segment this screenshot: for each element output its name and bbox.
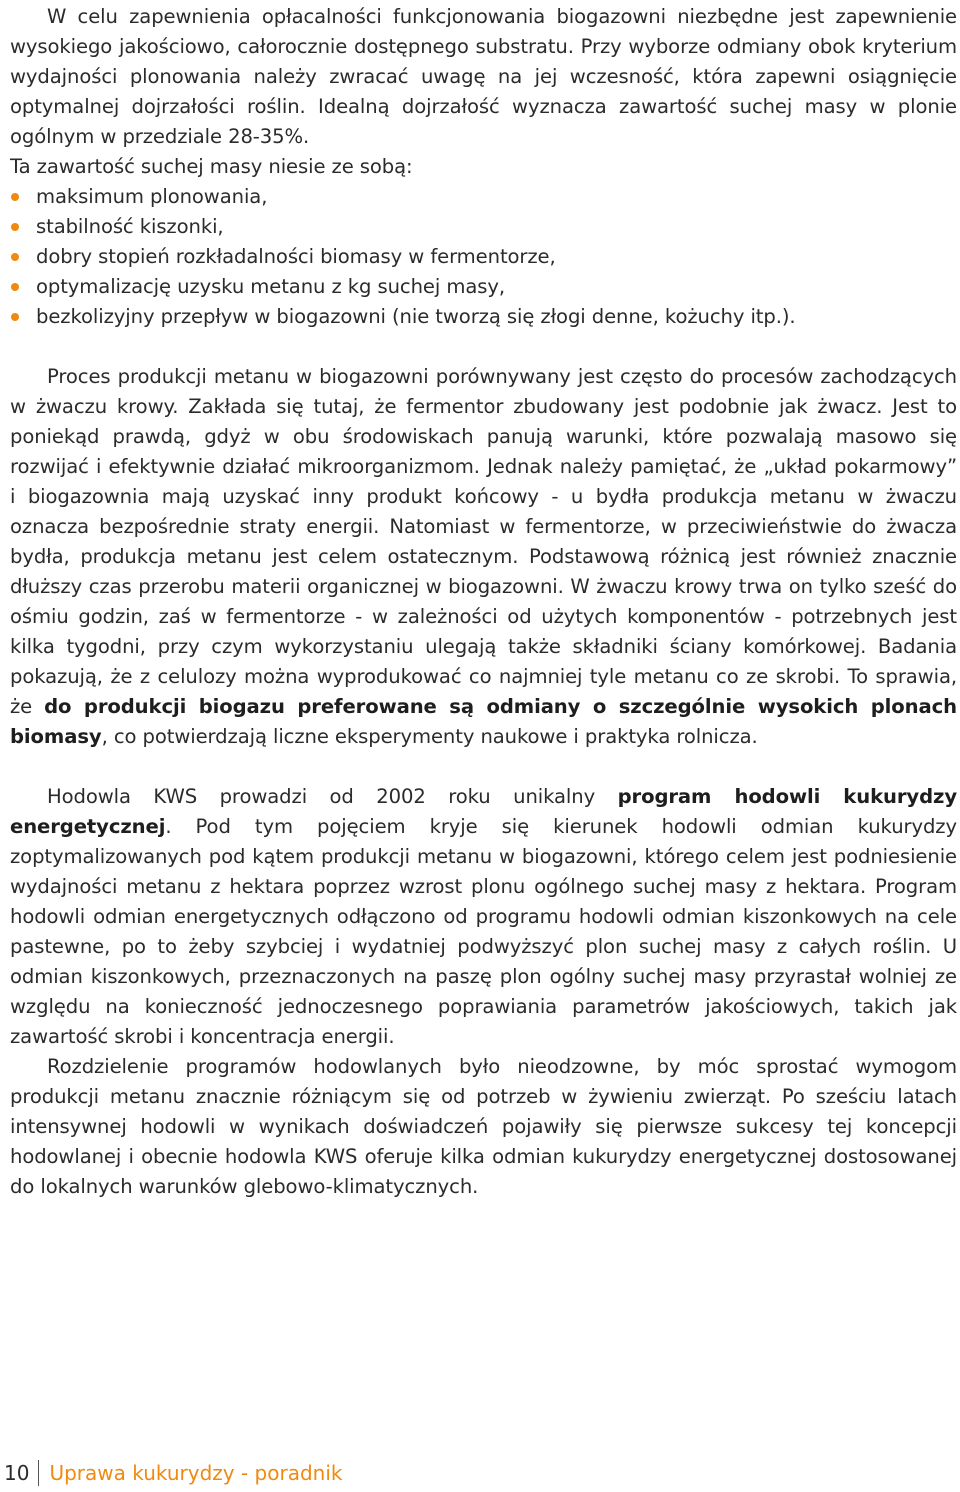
list-item — [10, 242, 957, 272]
footer-divider — [38, 1460, 39, 1486]
list-item — [10, 212, 957, 242]
list-item — [10, 272, 957, 302]
benefits-list — [10, 182, 957, 332]
bullet-dot-icon — [11, 283, 19, 291]
kws-emphasis: program hodowli kukurydzy energetycznej — [10, 785, 957, 838]
list-item-text: optymalizację uzysku metanu z kg suchej masy, — [36, 275, 505, 298]
list-item — [10, 302, 957, 332]
page-number: 10 — [4, 1461, 30, 1485]
bullet-dot-icon — [11, 223, 19, 231]
kws-paragraph — [10, 782, 957, 1052]
list-lead: Ta zawartość suchej masy niesie ze sobą: — [10, 155, 413, 178]
document-page — [10, 0, 957, 1202]
process-paragraph — [10, 362, 957, 752]
process-text-end: , co potwierdzają liczne eksperymenty naukowe i praktyka rolnicza. — [101, 725, 758, 748]
list-item-text: dobry stopień rozkładalności biomasy w fermentorze, — [36, 245, 556, 268]
intro-paragraph: W celu zapewnienia opłacalności funkcjonowania biogazowni niezbędne jest zapewnienie wysokiego jakościowo, całorocznie dostępnego substratu. Przy wyborze odmiany obok kryterium wydajności plonowania należy zwracać uwagę na jej wczesność, która zapewni osiągnięcie optymalnej dojrzałości roślin. Idealną dojrzałość wyznacza zawartość suchej masy w plonie ogólnym w przedziale 28-35%. — [10, 5, 957, 148]
list-item-text: maksimum plonowania, — [36, 185, 268, 208]
separation-paragraph: Rozdzielenie programów hodowlanych było nieodzowne, by móc sprostać wymogom produkcji metanu znacznie różniącym się od potrzeb w żywieniu zwierząt. Po sześciu latach intensywnej hodowli w wynikach doświadczeń pojawiły się pierwsze sukcesy tej koncepcji hodowlanej i obecnie hodowla KWS oferuje kilka odmian kukurydzy energetycznej dostosowanej do lokalnych warunków glebowo-klimatycznych. — [10, 1055, 957, 1198]
process-text: Proces produkcji metanu w biogazowni porównywany jest często do procesów zachodzących w żwaczu krowy. Zakłada się tutaj, że fermentor zbudowany jest podobnie jak żwacz. Jest to poniekąd prawdą, gdyż w obu środowiskach panują warunki, które pozwalają masowo się rozwijać i efektywnie działać mikroorganizmom. Jednak należy pamiętać, że „układ pokarmowy” i biogazownia mają uzyskać inny produkt końcowy - u bydła produkcja metanu w żwaczu oznacza bezpośrednie straty energii. Natomiast w fermentorze, w przeciwieństwie do żwacza bydła, produkcja metanu jest celem ostatecznym. Podstawową różnicą jest również znacznie dłuższy czas przerobu materii organicznej w biogazowni. W żwaczu krowy trwa on tylko sześć do ośmiu godzin, zaś w fermentorze - w zależności od użytych komponentów - potrzebnych jest kilka tygodni, przy czym wykorzystaniu ulegają także składniki ściany komórkowej. Badania pokazują, że z celulozy można wyprodukować co najmniej tyle metanu co ze skrobi. To sprawia, że — [10, 365, 957, 718]
publication-title: Uprawa kukurydzy - poradnik — [49, 1461, 343, 1485]
bullet-dot-icon — [11, 313, 19, 321]
kws-text: Hodowla KWS prowadzi od 2002 roku unikalny — [47, 785, 618, 808]
list-item — [10, 182, 957, 212]
page-footer — [4, 1458, 342, 1488]
list-item-text: stabilność kiszonki, — [36, 215, 224, 238]
bullet-dot-icon — [11, 193, 19, 201]
list-item-text: bezkolizyjny przepływ w biogazowni (nie tworzą się złogi denne, kożuchy itp.). — [36, 305, 796, 328]
process-emphasis: do produkcji biogazu preferowane są odmiany o szczególnie wysokich plonach biomasy — [10, 695, 957, 748]
kws-text-end: . Pod tym pojęciem kryje się kierunek hodowli odmian kukurydzy zoptymalizowanych pod kątem produkcji metanu w biogazowni, którego celem jest podniesienie wydajności metanu z hektara poprzez wzrost plonu ogólnego suchej masy z hektara. Program hodowli odmian energetycznych odłączono od programu hodowli odmian kiszonkowych na cele pastewne, po to żeby szybciej i wydatniej podwyższyć plon suchej masy z całych roślin. U odmian kiszonkowych, przeznaczonych na paszę plon ogólny suchej masy przyrastał wolniej ze względu na konieczność jednoczesnego poprawiania parametrów jakościowych, takich jak zawartość skrobi i koncentracja energii. — [10, 815, 957, 1048]
bullet-dot-icon — [11, 253, 19, 261]
